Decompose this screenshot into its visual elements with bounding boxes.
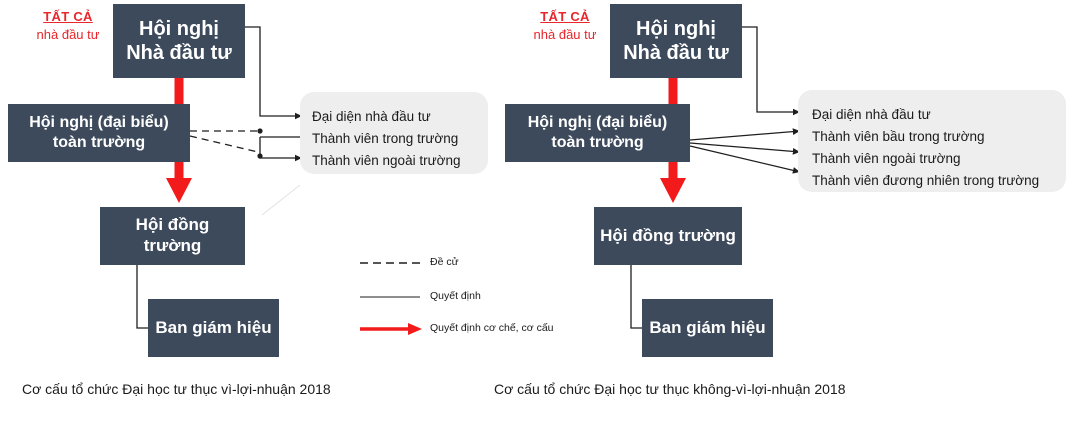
right-all-investors-line1: TẤT CẢ [540,9,590,24]
right-school-council-box[interactable] [594,207,742,265]
right-all-investors-note [519,8,611,43]
left-panel-tail [262,185,300,215]
left-board-label: Ban giám hiệu [155,317,272,337]
right-school-conference-box[interactable] [505,104,690,162]
right-school-conference-line1: Hội nghị (đại biểu) [527,114,668,132]
left-board-of-directors-box[interactable] [148,299,279,357]
list-item: Thành viên ngoài trường [812,150,961,166]
left-all-investors-line2: nhà đầu tư [36,26,100,42]
legend-label: Đề cử [430,256,459,268]
left-school-council-box[interactable] [100,207,245,265]
right-members-list [812,104,1070,191]
left-investor-conference-line2: Nhà đầu tư [126,42,232,64]
list-item: Thành viên ngoài trường [312,152,461,168]
legend-item-mechanism-decision [430,322,554,334]
left-investor-conference-box[interactable] [113,4,245,78]
left-members-list [312,106,492,172]
legend-item-decision [430,290,481,302]
left-school-council-label: Hội đồng trường [135,215,210,255]
right-council-board-connector [631,265,642,328]
list-item: Thành viên đương nhiên trong trường [812,172,1040,188]
legend-sample-red-arrow [360,323,422,335]
left-all-investors-note [22,8,114,43]
left-junction-dot-1 [257,128,262,133]
right-board-label: Ban giám hiệu [649,317,766,337]
list-item: Đại diện nhà đầu tư [312,109,431,124]
list-item: Thành viên trong trường [312,130,459,146]
right-school-council-label: Hội đồng trường [600,225,736,245]
list-item: Thành viên bầu trong trường [812,128,985,144]
legend-label: Quyết định [430,290,481,302]
right-caption: Cơ cấu tổ chức Đại học tư thục không-vì-lợi-nhuận 2018 [494,381,846,397]
left-council-board-connector [137,265,148,328]
left-junction-dot-2 [257,153,262,158]
left-dashed-nomination [190,131,258,152]
left-school-conference-line2: toàn trường [52,134,146,151]
right-all-investors-line2: nhà đầu tư [533,26,597,42]
legend-label: Quyết định cơ chế, cơ cấu [430,322,554,334]
left-investor-conference-line1: Hội nghị [139,17,219,40]
right-board-of-directors-box[interactable] [642,299,773,357]
left-school-conference-line1: Hội nghị (đại biểu) [29,114,169,132]
right-school-conference-line2: toàn trường [551,134,644,151]
right-investor-conference-line2: Nhà đầu tư [623,42,729,64]
list-item: Đại diện nhà đầu tư [812,107,931,122]
left-school-conference-box[interactable] [8,104,190,162]
right-investor-conference-box[interactable] [610,4,742,78]
right-investor-conference-line1: Hội nghị [636,17,716,40]
left-all-investors-line1: TẤT CẢ [43,9,93,24]
left-nomination-connectors [245,27,302,158]
left-caption: Cơ cấu tổ chức Đại học tư thục vì-lợi-nhuận 2018 [22,381,331,397]
legend-item-nomination [430,256,459,268]
